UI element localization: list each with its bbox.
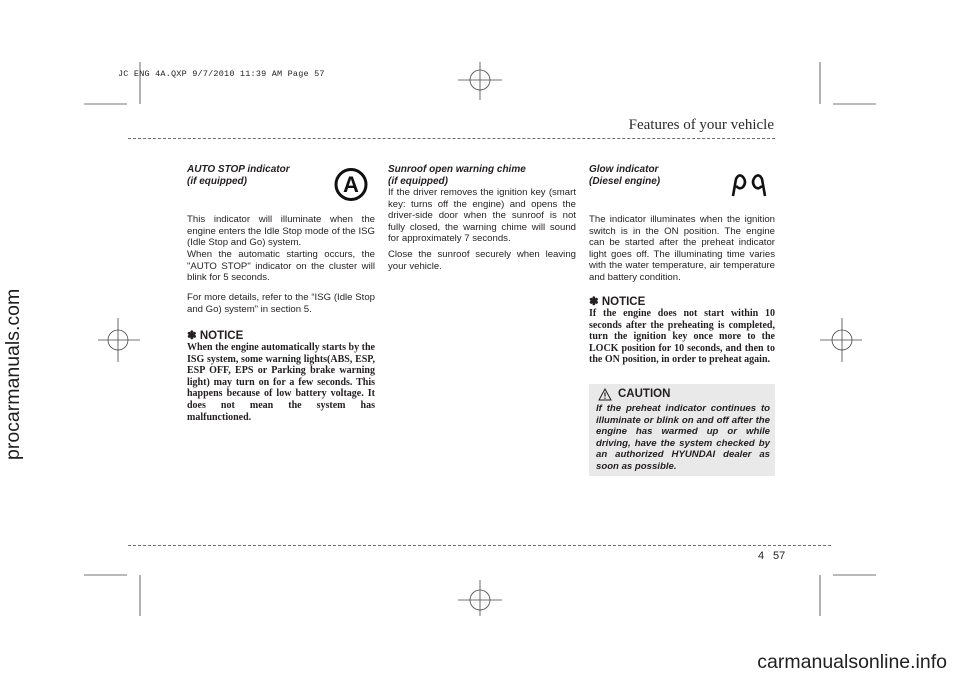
glow-plug-icon-graphic (724, 166, 774, 203)
footer-divider (128, 545, 831, 546)
sunroof-paragraph-1: If the driver removes the ignition key (smart key: turns off the engine) and opens the driver-side door when the sunroof is not fully closed, the warning chime will sound for approximately 7 seconds. (388, 187, 576, 245)
glow-plug-icon (724, 166, 774, 203)
running-header-title: Features of your vehicle (628, 117, 774, 133)
page-number: 57 (773, 550, 786, 562)
auto-stop-a-icon (326, 166, 376, 203)
glow-heading-qualifier: (Diesel engine) (589, 175, 661, 187)
glow-paragraph-1: The indicator illuminates when the ignition switch is in the ON position. The engine can be started after the preheat indicator light goes off. The illuminating time varies with the water temperature, air temperature and battery condition. (589, 214, 775, 283)
auto-stop-notice-body: When the engine automatically starts by the ISG system, some warning lights(ABS, ESP, ESP OFF, EPS or Parking brake warning light) may turn on for a few seconds. This happens because of low battery voltage. It does not mean the system has malfunctioned. (187, 342, 375, 423)
auto-stop-paragraph-3: For more details, refer to the “ISG (Idle Stop and Go) system” in section 5. (187, 292, 375, 315)
section-number: 4 (758, 550, 765, 562)
watermark-carmanualsonline: carmanualsonline.info (757, 651, 947, 673)
sunroof-heading-title: Sunroof open warning chime (388, 164, 526, 175)
auto-stop-heading-qualifier: (if equipped) (187, 175, 247, 187)
registration-mark-bottom (458, 580, 502, 616)
sunroof-heading-qualifier: (if equipped) (388, 175, 448, 187)
warning-triangle-icon (598, 388, 612, 401)
sunroof-heading (388, 164, 576, 187)
auto-stop-heading-title: AUTO STOP indicator (187, 164, 290, 175)
registration-mark-left (98, 318, 140, 362)
auto-stop-notice-title: ✽ NOTICE (187, 330, 244, 342)
glow-notice-body: If the engine does not start within 10 seconds after the preheating is completed, turn the ignition key once more to the LOCK position for 10 seconds, and then to the ON position, in order to preheat again. (589, 308, 775, 366)
print-slug: JC ENG 4A.QXP 9/7/2010 11:39 AM Page 57 (118, 69, 325, 79)
auto-stop-paragraph-1: This indicator will illuminate when the engine enters the Idle Stop mode of the ISG (Idle Stop and Go) system. (187, 214, 375, 249)
registration-mark-right (820, 318, 862, 362)
auto-stop-paragraph-2: When the automatic starting occurs, the "AUTO STOP" indicator on the cluster will blink for 5 seconds. (187, 249, 375, 284)
caution-title: CAUTION (618, 388, 671, 400)
registration-mark-top (458, 62, 502, 100)
header-divider (128, 138, 775, 139)
caution-text: If the preheat indicator continues to illuminate or blink on and off after the engine has warmed up or while driving, have the system checked by an authorized HYUNDAI dealer as soon as possible. (596, 403, 770, 472)
sunroof-paragraph-2: Close the sunroof securely when leaving your vehicle. (388, 249, 576, 272)
glow-heading (589, 164, 719, 187)
watermark-procarmanuals: procarmanuals.com (2, 288, 24, 460)
glow-notice-title: ✽ NOTICE (589, 296, 646, 308)
auto-stop-a-icon-graphic (326, 166, 376, 203)
auto-stop-heading (187, 164, 327, 187)
auto-stop-a-glyph: A (343, 172, 359, 197)
glow-heading-title: Glow indicator (589, 164, 659, 175)
